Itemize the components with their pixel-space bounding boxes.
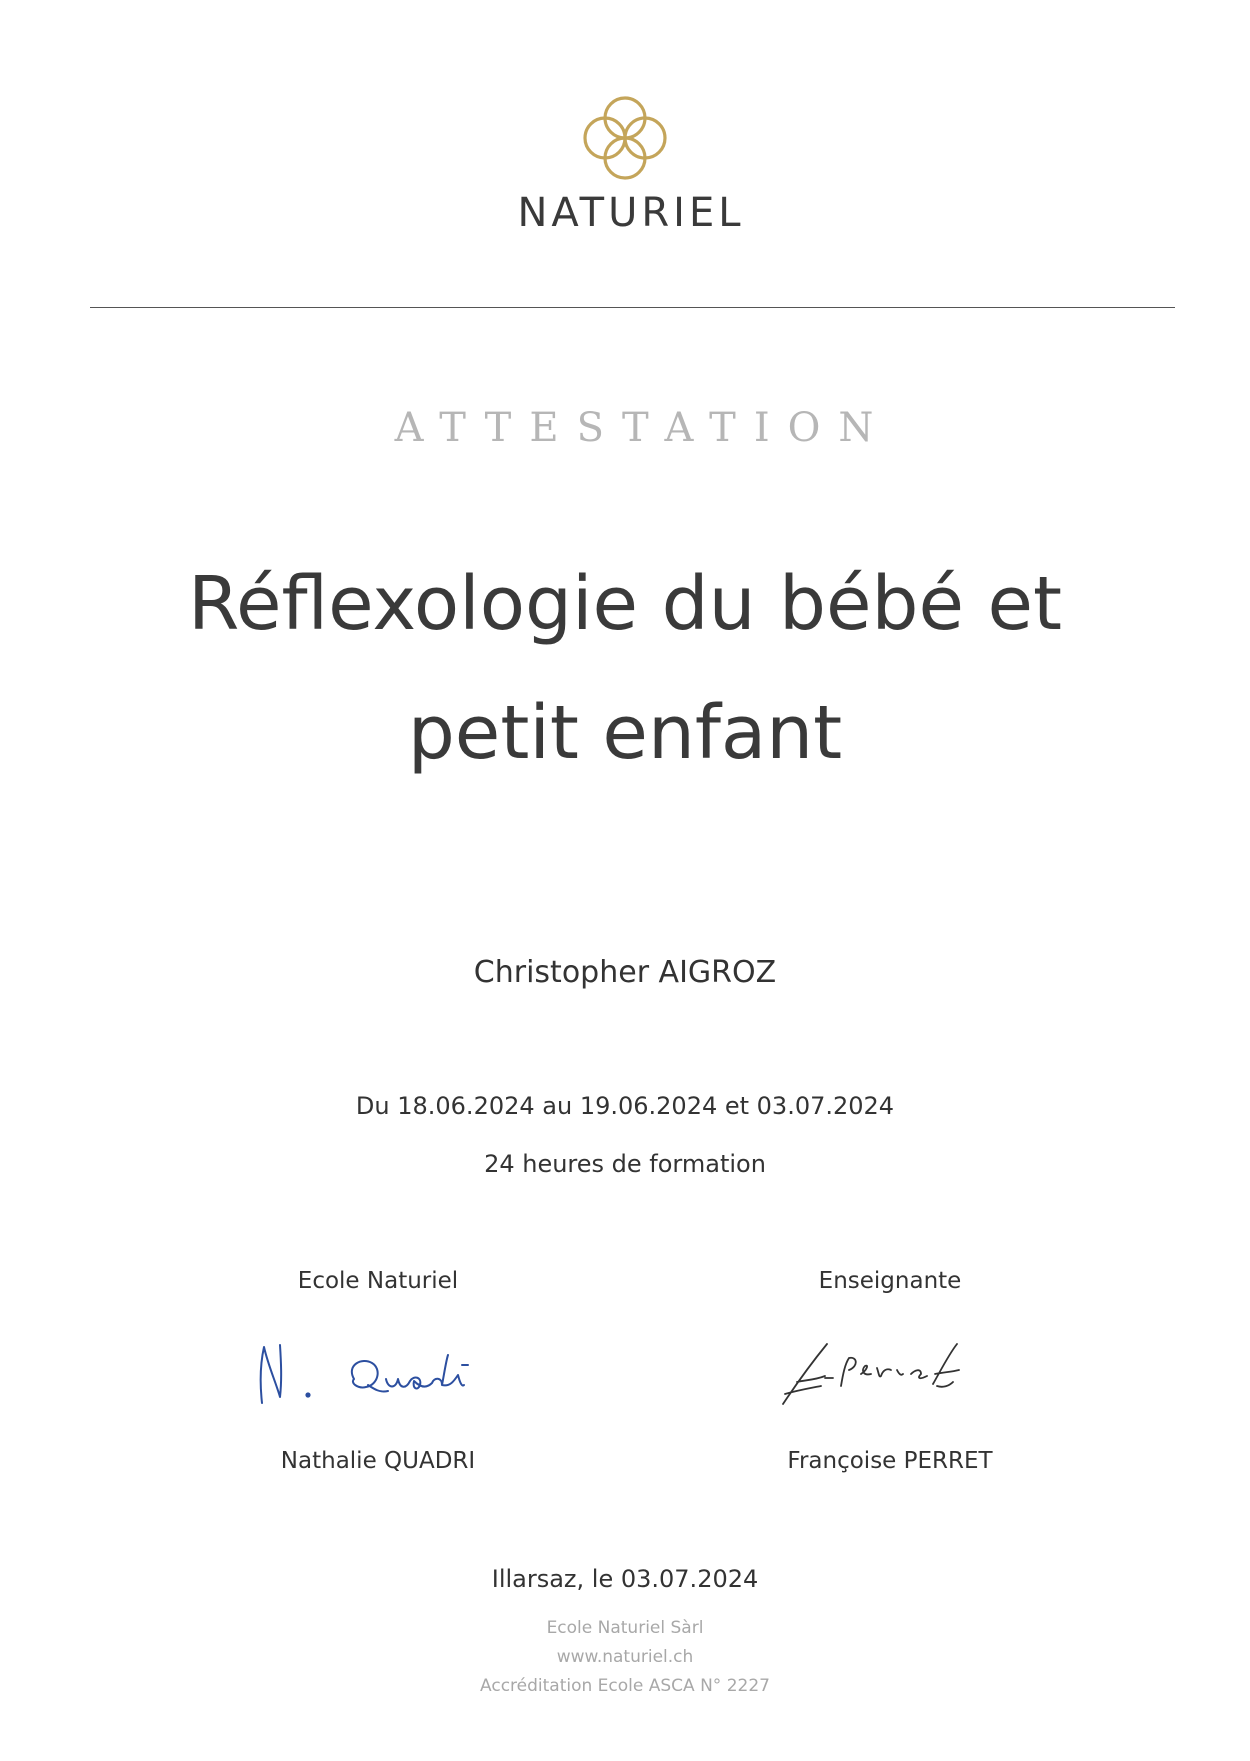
- brand-name: NATURIEL: [517, 190, 745, 236]
- flower-of-life-logo-icon: [575, 88, 675, 188]
- course-hours: 24 heures de formation: [484, 1150, 766, 1178]
- footer-accreditation: Accréditation Ecole ASCA N° 2227: [480, 1676, 770, 1696]
- course-dates: Du 18.06.2024 au 19.06.2024 et 03.07.2024: [355, 1092, 895, 1120]
- teacher-role-label: Enseignante: [818, 1268, 962, 1294]
- footer-company-name: Ecole Naturiel Sàrl: [546, 1618, 704, 1638]
- school-director-signature: [250, 1335, 520, 1415]
- school-role-label: Ecole Naturiel: [297, 1268, 459, 1294]
- course-title-line-2: petit enfant: [407, 690, 843, 776]
- teacher-signature: [775, 1330, 995, 1410]
- header-divider: [90, 307, 1175, 308]
- participant-name: Christopher AIGROZ: [473, 955, 777, 990]
- attestation-label: ATTESTATION: [394, 405, 892, 451]
- footer-website: www.naturiel.ch: [556, 1647, 694, 1667]
- school-director-name: Nathalie QUADRI: [280, 1448, 476, 1474]
- place-and-date: Illarsaz, le 03.07.2024: [491, 1565, 759, 1593]
- course-title-line-1: Réflexologie du bébé et: [187, 561, 1063, 647]
- teacher-name: Françoise PERRET: [787, 1448, 993, 1474]
